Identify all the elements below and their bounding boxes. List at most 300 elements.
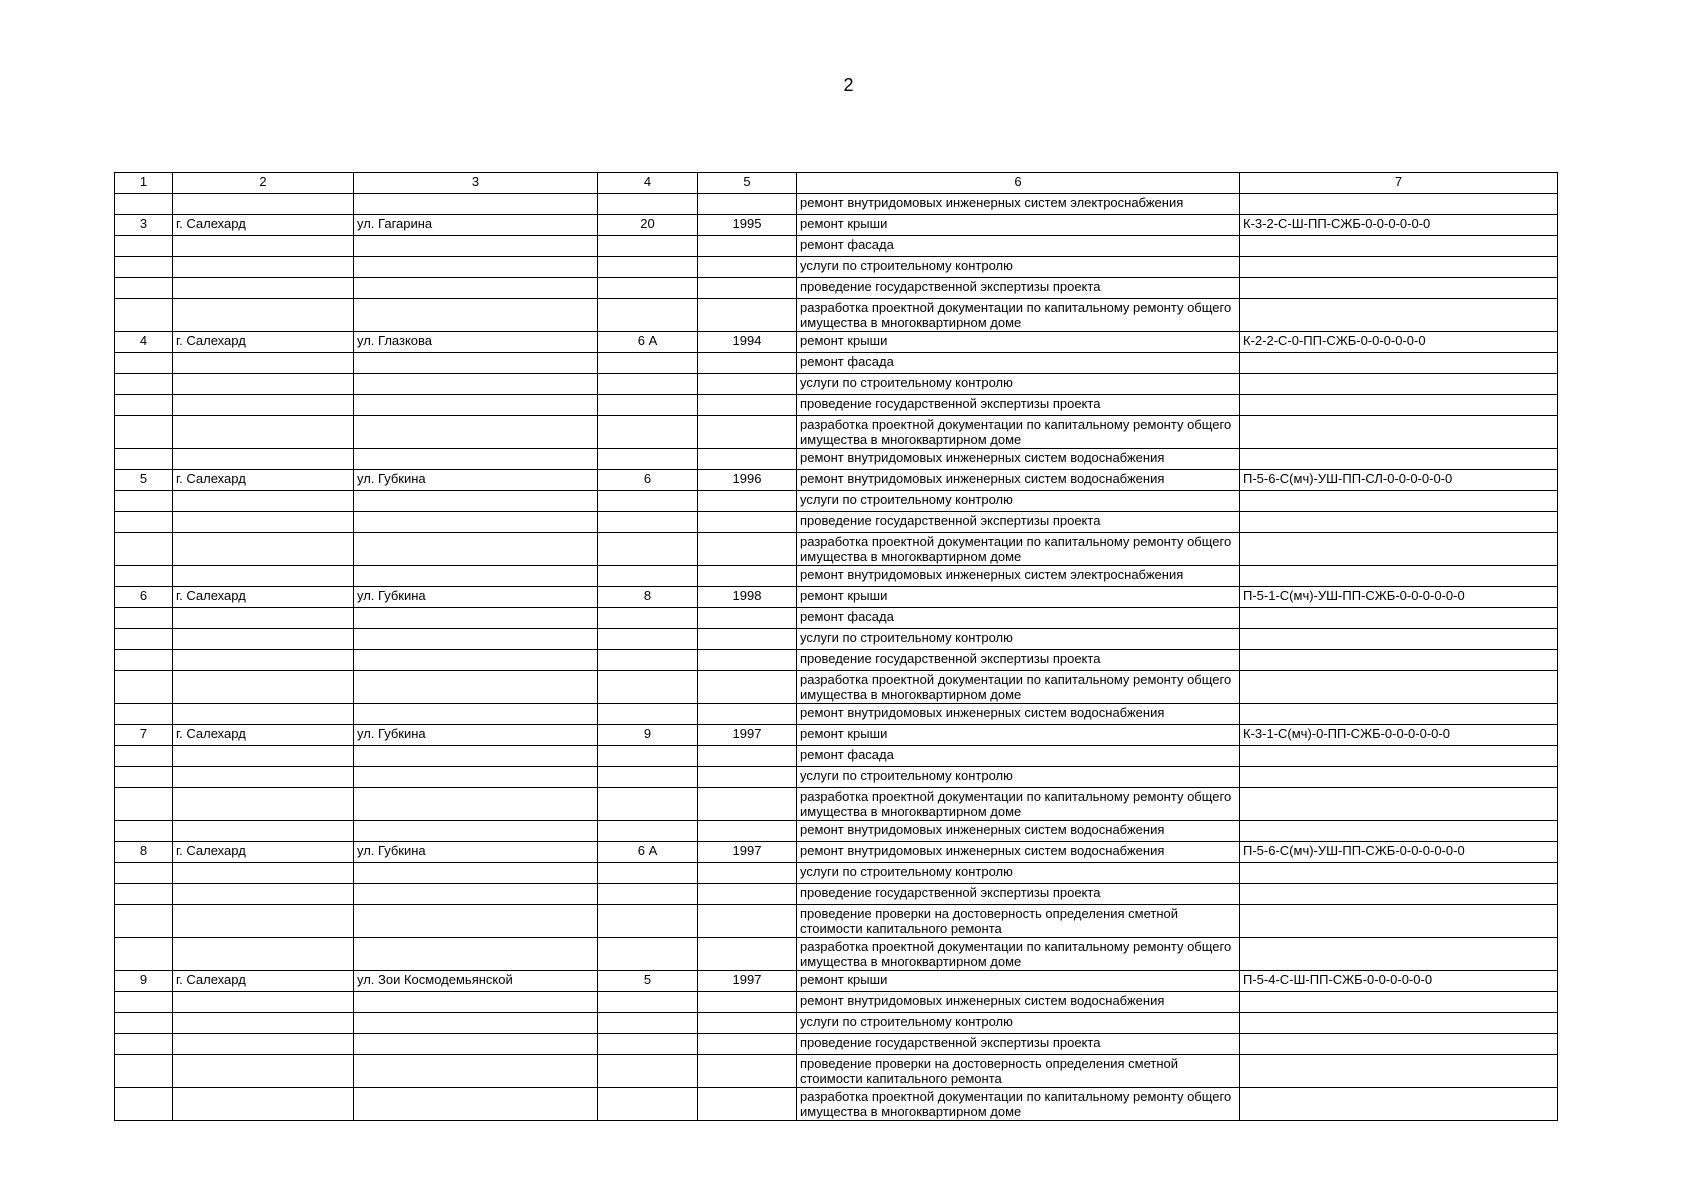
cell-building-code <box>1240 821 1558 842</box>
table-row <box>115 767 1558 788</box>
cell-street <box>354 767 598 788</box>
cell-item-number <box>115 416 173 449</box>
cell-city <box>173 1088 354 1121</box>
cell-year: 1994 <box>698 332 797 353</box>
cell-item-number <box>115 608 173 629</box>
cell-street <box>354 194 598 215</box>
cell-work-type: проведение государственной экспертизы проекта <box>797 278 1240 299</box>
cell-house-number <box>598 767 698 788</box>
cell-work-type: услуги по строительному контролю <box>797 491 1240 512</box>
cell-item-number: 4 <box>115 332 173 353</box>
cell-building-code <box>1240 992 1558 1013</box>
table-row <box>115 374 1558 395</box>
cell-work-type: ремонт внутридомовых инженерных систем водоснабжения <box>797 449 1240 470</box>
cell-year <box>698 905 797 938</box>
cell-city <box>173 767 354 788</box>
cell-item-number <box>115 1013 173 1034</box>
cell-item-number <box>115 1055 173 1088</box>
cell-city <box>173 533 354 566</box>
cell-city <box>173 1034 354 1055</box>
cell-street: ул. Губкина <box>354 725 598 746</box>
cell-work-type: услуги по строительному контролю <box>797 767 1240 788</box>
cell-street <box>354 491 598 512</box>
cell-item-number: 6 <box>115 587 173 608</box>
cell-house-number <box>598 608 698 629</box>
cell-city <box>173 512 354 533</box>
cell-city <box>173 863 354 884</box>
cell-work-type: ремонт внутридомовых инженерных систем водоснабжения <box>797 821 1240 842</box>
cell-house-number <box>598 1088 698 1121</box>
cell-year <box>698 236 797 257</box>
cell-building-code <box>1240 416 1558 449</box>
cell-house-number <box>598 863 698 884</box>
table-row <box>115 587 1558 608</box>
cell-building-code <box>1240 374 1558 395</box>
cell-city <box>173 884 354 905</box>
cell-item-number <box>115 449 173 470</box>
column-number-4: 4 <box>598 173 698 194</box>
cell-house-number <box>598 821 698 842</box>
cell-street <box>354 863 598 884</box>
cell-street <box>354 938 598 971</box>
cell-year <box>698 992 797 1013</box>
cell-building-code <box>1240 629 1558 650</box>
cell-city <box>173 788 354 821</box>
cell-item-number <box>115 938 173 971</box>
cell-year <box>698 629 797 650</box>
cell-street <box>354 236 598 257</box>
cell-house-number <box>598 1013 698 1034</box>
cell-item-number <box>115 788 173 821</box>
cell-house-number <box>598 1034 698 1055</box>
cell-house-number <box>598 353 698 374</box>
cell-city <box>173 992 354 1013</box>
cell-work-type: разработка проектной документации по капитальному ремонту общего имущества в многоквартирном доме <box>797 938 1240 971</box>
table-row <box>115 236 1558 257</box>
cell-year: 1998 <box>698 587 797 608</box>
column-number-6: 6 <box>797 173 1240 194</box>
table-row <box>115 863 1558 884</box>
cell-house-number: 6 А <box>598 332 698 353</box>
cell-street <box>354 671 598 704</box>
cell-house-number <box>598 992 698 1013</box>
cell-city: г. Салехард <box>173 587 354 608</box>
table-row <box>115 1055 1558 1088</box>
cell-house-number <box>598 884 698 905</box>
cell-year <box>698 566 797 587</box>
cell-house-number: 5 <box>598 971 698 992</box>
cell-year <box>698 704 797 725</box>
cell-item-number <box>115 353 173 374</box>
cell-city: г. Салехард <box>173 842 354 863</box>
cell-street <box>354 788 598 821</box>
table-row <box>115 1034 1558 1055</box>
cell-year <box>698 821 797 842</box>
cell-house-number <box>598 299 698 332</box>
column-number-5: 5 <box>698 173 797 194</box>
cell-house-number <box>598 1055 698 1088</box>
cell-city <box>173 608 354 629</box>
table-row <box>115 905 1558 938</box>
cell-item-number <box>115 257 173 278</box>
cell-year <box>698 278 797 299</box>
cell-city <box>173 938 354 971</box>
cell-house-number <box>598 788 698 821</box>
cell-city <box>173 905 354 938</box>
cell-building-code: П-5-6-С(мч)-УШ-ПП-СЛ-0-0-0-0-0-0 <box>1240 470 1558 491</box>
cell-house-number <box>598 257 698 278</box>
cell-work-type: ремонт внутридомовых инженерных систем водоснабжения <box>797 704 1240 725</box>
cell-year <box>698 395 797 416</box>
cell-city <box>173 194 354 215</box>
cell-work-type: услуги по строительному контролю <box>797 257 1240 278</box>
cell-street <box>354 1055 598 1088</box>
cell-item-number <box>115 194 173 215</box>
cell-house-number <box>598 938 698 971</box>
cell-building-code <box>1240 1013 1558 1034</box>
cell-year <box>698 512 797 533</box>
cell-street <box>354 629 598 650</box>
cell-street: ул. Губкина <box>354 470 598 491</box>
cell-work-type: ремонт крыши <box>797 332 1240 353</box>
cell-item-number: 8 <box>115 842 173 863</box>
cell-building-code: К-3-1-С(мч)-0-ПП-СЖБ-0-0-0-0-0-0 <box>1240 725 1558 746</box>
cell-work-type: ремонт внутридомовых инженерных систем водоснабжения <box>797 470 1240 491</box>
cell-building-code: К-3-2-С-Ш-ПП-СЖБ-0-0-0-0-0-0 <box>1240 215 1558 236</box>
table-row <box>115 215 1558 236</box>
cell-year <box>698 299 797 332</box>
cell-house-number <box>598 533 698 566</box>
column-number-row <box>115 173 1558 194</box>
table-row <box>115 842 1558 863</box>
cell-year <box>698 608 797 629</box>
cell-work-type: услуги по строительному контролю <box>797 374 1240 395</box>
table-row <box>115 491 1558 512</box>
cell-house-number <box>598 746 698 767</box>
cell-work-type: разработка проектной документации по капитальному ремонту общего имущества в многоквартирном доме <box>797 1088 1240 1121</box>
cell-house-number <box>598 704 698 725</box>
cell-year <box>698 788 797 821</box>
cell-city <box>173 353 354 374</box>
cell-house-number: 6 <box>598 470 698 491</box>
table-row <box>115 449 1558 470</box>
cell-building-code <box>1240 650 1558 671</box>
cell-house-number <box>598 566 698 587</box>
cell-year <box>698 449 797 470</box>
table-row <box>115 353 1558 374</box>
table-row <box>115 884 1558 905</box>
cell-item-number <box>115 863 173 884</box>
cell-city: г. Салехард <box>173 332 354 353</box>
cell-building-code <box>1240 704 1558 725</box>
capital-repair-table <box>114 172 1558 1121</box>
cell-house-number <box>598 416 698 449</box>
cell-year <box>698 650 797 671</box>
cell-work-type: услуги по строительному контролю <box>797 1013 1240 1034</box>
cell-city <box>173 299 354 332</box>
cell-city <box>173 1013 354 1034</box>
cell-city: г. Салехард <box>173 470 354 491</box>
cell-city <box>173 416 354 449</box>
cell-city <box>173 650 354 671</box>
cell-building-code <box>1240 395 1558 416</box>
table-row <box>115 671 1558 704</box>
table-row <box>115 299 1558 332</box>
cell-house-number <box>598 491 698 512</box>
table-row <box>115 566 1558 587</box>
cell-item-number <box>115 512 173 533</box>
cell-year <box>698 194 797 215</box>
cell-city <box>173 671 354 704</box>
cell-street <box>354 416 598 449</box>
cell-house-number <box>598 512 698 533</box>
cell-street <box>354 608 598 629</box>
cell-street <box>354 704 598 725</box>
cell-building-code: П-5-4-С-Ш-ПП-СЖБ-0-0-0-0-0-0 <box>1240 971 1558 992</box>
cell-street <box>354 566 598 587</box>
cell-work-type: проведение государственной экспертизы проекта <box>797 1034 1240 1055</box>
cell-building-code <box>1240 1055 1558 1088</box>
cell-city <box>173 566 354 587</box>
cell-year: 1997 <box>698 725 797 746</box>
cell-item-number <box>115 299 173 332</box>
table-row <box>115 533 1558 566</box>
cell-building-code <box>1240 1088 1558 1121</box>
cell-year <box>698 374 797 395</box>
cell-item-number <box>115 905 173 938</box>
cell-building-code <box>1240 512 1558 533</box>
cell-street <box>354 278 598 299</box>
cell-work-type: проведение государственной экспертизы проекта <box>797 650 1240 671</box>
cell-building-code: П-5-6-С(мч)-УШ-ПП-СЖБ-0-0-0-0-0-0 <box>1240 842 1558 863</box>
cell-year <box>698 938 797 971</box>
table-body <box>115 194 1558 1121</box>
cell-year <box>698 884 797 905</box>
cell-item-number: 5 <box>115 470 173 491</box>
table-row <box>115 788 1558 821</box>
cell-item-number: 7 <box>115 725 173 746</box>
cell-street <box>354 374 598 395</box>
cell-building-code <box>1240 1034 1558 1055</box>
cell-work-type: ремонт фасада <box>797 608 1240 629</box>
cell-work-type: ремонт внутридомовых инженерных систем водоснабжения <box>797 992 1240 1013</box>
table-row <box>115 704 1558 725</box>
cell-work-type: проведение проверки на достоверность определения сметной стоимости капитального ремонта <box>797 1055 1240 1088</box>
cell-building-code: П-5-1-С(мч)-УШ-ПП-СЖБ-0-0-0-0-0-0 <box>1240 587 1558 608</box>
cell-work-type: разработка проектной документации по капитальному ремонту общего имущества в многоквартирном доме <box>797 416 1240 449</box>
cell-building-code <box>1240 608 1558 629</box>
cell-work-type: ремонт внутридомовых инженерных систем водоснабжения <box>797 842 1240 863</box>
cell-year <box>698 1013 797 1034</box>
cell-work-type: ремонт внутридомовых инженерных систем электроснабжения <box>797 194 1240 215</box>
cell-year <box>698 257 797 278</box>
cell-house-number <box>598 905 698 938</box>
cell-street <box>354 512 598 533</box>
cell-house-number: 6 А <box>598 842 698 863</box>
cell-building-code <box>1240 257 1558 278</box>
table-row <box>115 257 1558 278</box>
table-row <box>115 512 1558 533</box>
cell-item-number <box>115 1088 173 1121</box>
table-row <box>115 608 1558 629</box>
table-row <box>115 1013 1558 1034</box>
cell-item-number <box>115 704 173 725</box>
table-row <box>115 725 1558 746</box>
cell-street <box>354 746 598 767</box>
cell-building-code <box>1240 938 1558 971</box>
cell-house-number <box>598 395 698 416</box>
cell-house-number <box>598 374 698 395</box>
cell-building-code <box>1240 194 1558 215</box>
cell-house-number <box>598 278 698 299</box>
cell-work-type: ремонт фасада <box>797 746 1240 767</box>
cell-work-type: разработка проектной документации по капитальному ремонту общего имущества в многоквартирном доме <box>797 299 1240 332</box>
cell-item-number <box>115 821 173 842</box>
cell-street <box>354 353 598 374</box>
table-row <box>115 470 1558 491</box>
cell-year <box>698 863 797 884</box>
cell-street: ул. Зои Космодемьянской <box>354 971 598 992</box>
cell-city <box>173 1055 354 1088</box>
cell-year: 1996 <box>698 470 797 491</box>
table-row <box>115 395 1558 416</box>
cell-house-number: 8 <box>598 587 698 608</box>
cell-work-type: ремонт крыши <box>797 215 1240 236</box>
cell-street <box>354 1034 598 1055</box>
cell-street <box>354 533 598 566</box>
cell-city <box>173 629 354 650</box>
cell-city: г. Салехард <box>173 725 354 746</box>
cell-item-number <box>115 566 173 587</box>
cell-work-type: проведение государственной экспертизы проекта <box>797 512 1240 533</box>
cell-item-number <box>115 767 173 788</box>
cell-year <box>698 746 797 767</box>
cell-street <box>354 299 598 332</box>
cell-work-type: ремонт крыши <box>797 971 1240 992</box>
cell-street <box>354 1013 598 1034</box>
cell-building-code <box>1240 788 1558 821</box>
cell-work-type: услуги по строительному контролю <box>797 863 1240 884</box>
cell-work-type: разработка проектной документации по капитальному ремонту общего имущества в многоквартирном доме <box>797 788 1240 821</box>
cell-work-type: ремонт внутридомовых инженерных систем электроснабжения <box>797 566 1240 587</box>
cell-building-code <box>1240 671 1558 704</box>
cell-item-number: 9 <box>115 971 173 992</box>
cell-building-code <box>1240 767 1558 788</box>
cell-street: ул. Губкина <box>354 842 598 863</box>
cell-work-type: ремонт крыши <box>797 587 1240 608</box>
cell-building-code <box>1240 278 1558 299</box>
cell-city <box>173 236 354 257</box>
cell-city <box>173 491 354 512</box>
table-row <box>115 992 1558 1013</box>
cell-house-number <box>598 629 698 650</box>
table-row <box>115 332 1558 353</box>
cell-city: г. Салехард <box>173 215 354 236</box>
cell-item-number <box>115 491 173 512</box>
cell-house-number <box>598 671 698 704</box>
column-number-3: 3 <box>354 173 598 194</box>
cell-year: 1997 <box>698 842 797 863</box>
cell-year <box>698 491 797 512</box>
cell-street: ул. Глазкова <box>354 332 598 353</box>
cell-building-code <box>1240 491 1558 512</box>
column-number-2: 2 <box>173 173 354 194</box>
cell-street: ул. Губкина <box>354 587 598 608</box>
cell-street: ул. Гагарина <box>354 215 598 236</box>
table-row <box>115 971 1558 992</box>
cell-year <box>698 1088 797 1121</box>
page-number: 2 <box>843 75 854 95</box>
cell-street <box>354 821 598 842</box>
cell-city <box>173 374 354 395</box>
cell-item-number <box>115 236 173 257</box>
cell-year <box>698 416 797 449</box>
table-row <box>115 821 1558 842</box>
cell-item-number <box>115 650 173 671</box>
cell-city <box>173 257 354 278</box>
cell-street <box>354 449 598 470</box>
cell-city <box>173 395 354 416</box>
cell-building-code <box>1240 566 1558 587</box>
cell-house-number <box>598 650 698 671</box>
cell-city <box>173 746 354 767</box>
table-row <box>115 194 1558 215</box>
cell-city <box>173 704 354 725</box>
cell-year <box>698 671 797 704</box>
cell-building-code <box>1240 863 1558 884</box>
cell-city <box>173 278 354 299</box>
table-row <box>115 1088 1558 1121</box>
cell-item-number <box>115 671 173 704</box>
cell-year <box>698 353 797 374</box>
cell-street <box>354 884 598 905</box>
cell-building-code <box>1240 353 1558 374</box>
cell-item-number <box>115 278 173 299</box>
cell-work-type: проведение государственной экспертизы проекта <box>797 395 1240 416</box>
cell-city <box>173 821 354 842</box>
cell-house-number: 20 <box>598 215 698 236</box>
cell-year: 1997 <box>698 971 797 992</box>
cell-item-number <box>115 746 173 767</box>
cell-house-number <box>598 194 698 215</box>
cell-year <box>698 533 797 566</box>
cell-item-number <box>115 395 173 416</box>
cell-building-code <box>1240 884 1558 905</box>
table-row <box>115 278 1558 299</box>
cell-house-number <box>598 449 698 470</box>
cell-work-type: проведение проверки на достоверность определения сметной стоимости капитального ремонта <box>797 905 1240 938</box>
cell-item-number <box>115 992 173 1013</box>
cell-item-number <box>115 533 173 566</box>
cell-work-type: ремонт фасада <box>797 353 1240 374</box>
cell-work-type: разработка проектной документации по капитальному ремонту общего имущества в многоквартирном доме <box>797 533 1240 566</box>
cell-item-number <box>115 374 173 395</box>
cell-work-type: ремонт крыши <box>797 725 1240 746</box>
cell-house-number <box>598 236 698 257</box>
cell-building-code <box>1240 236 1558 257</box>
table-row <box>115 416 1558 449</box>
cell-work-type: разработка проектной документации по капитальному ремонту общего имущества в многоквартирном доме <box>797 671 1240 704</box>
cell-item-number <box>115 1034 173 1055</box>
cell-street <box>354 650 598 671</box>
cell-street <box>354 905 598 938</box>
table-row <box>115 938 1558 971</box>
table-row <box>115 629 1558 650</box>
cell-city <box>173 449 354 470</box>
cell-street <box>354 992 598 1013</box>
cell-item-number <box>115 629 173 650</box>
cell-building-code <box>1240 449 1558 470</box>
